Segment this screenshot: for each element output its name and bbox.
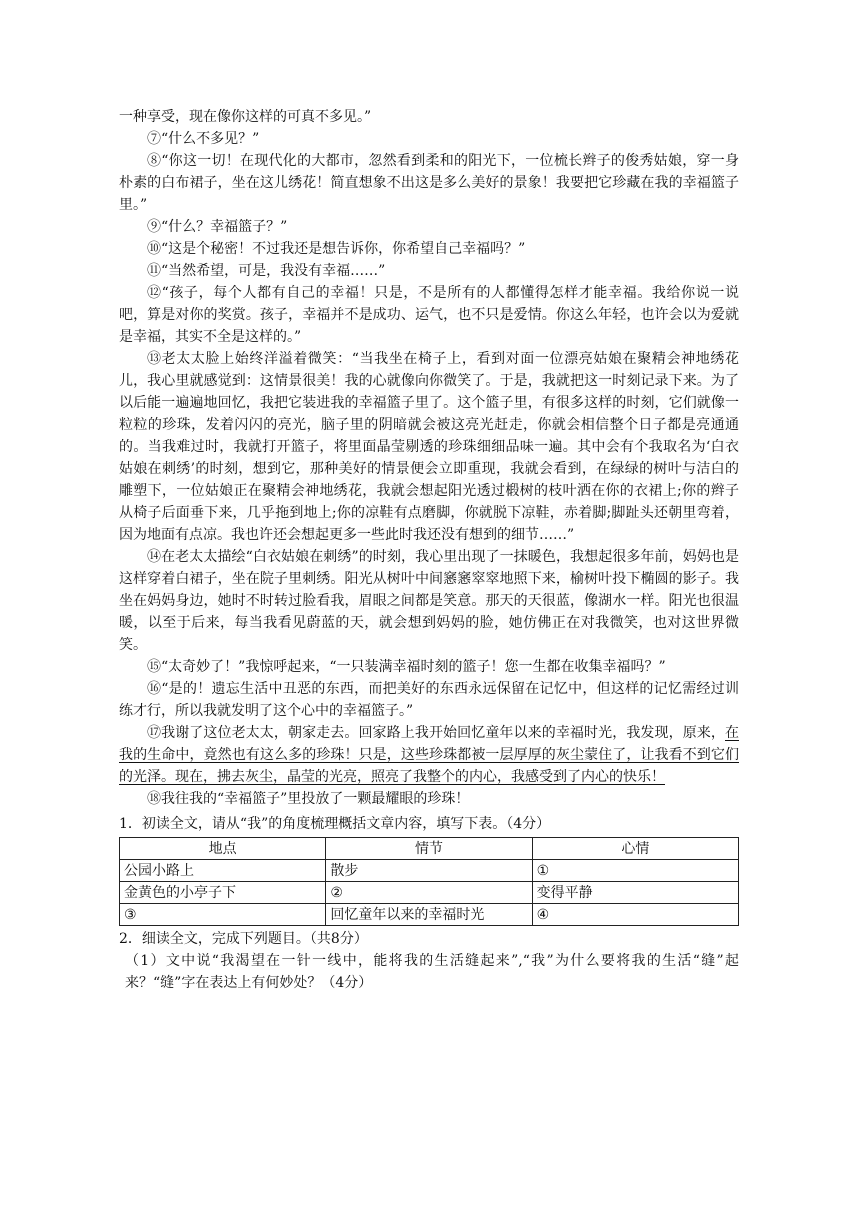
table-cell: ②	[326, 882, 532, 904]
paragraph-17-underlined: 在我的生命中，竟然也有这么多的珍珠！只是，这些珍珠都被一层厚厚的灰尘蒙住了，让我看不到它们的光泽。现在，拂去灰尘，晶莹的光亮，照亮了我整个的内心，我感受到了内心的快乐！	[119, 725, 739, 785]
table-cell: 金黄色的小亭子下	[120, 882, 326, 904]
table-header-cell: 地点	[120, 838, 326, 860]
table-header-cell: 情节	[326, 838, 532, 860]
table-cell: 公园小路上	[120, 860, 326, 882]
paragraph-17-plain: ⑰我谢了这位老太太，朝家走去。回家路上我开始回忆童年以来的幸福时光，我发现，原来，	[147, 725, 725, 741]
paragraph-12: ⑫“孩子，每个人都有自己的幸福！只是，不是所有的人都懂得怎样才能幸福。我给你说一说吧，算是对你的奖赏。孩子，幸福并不是成功、运气，也不只是爱情。你这么年轻，也许会以为爱就是幸福，其实不全是这样的。”	[119, 285, 739, 345]
table-row	[120, 882, 739, 904]
paragraph-11: ⑪“当然希望，可是，我没有幸福……”	[147, 263, 386, 279]
paragraph-14: ⑭在老太太描绘“白衣姑娘在刺绣”的时刻，我心里出现了一抹暖色，我想起很多年前，妈妈也是这样穿着白裙子，坐在院子里刺绣。阳光从树叶中间窸窸窣窣地照下来，榆树叶投下椭圆的影子。我坐在妈妈身边，她时不时转过脸看我，眉眼之间都是笑意。那天的天很蓝，像湖水一样。阳光也很温暖，以至于后来，每当我看见蔚蓝的天，就会想到妈妈的脸，她仿佛正在对我微笑，也对这世界微笑。	[119, 549, 739, 653]
table-header-cell: 心情	[532, 838, 738, 860]
paragraph-10: ⑩“这是个秘密！不过我还是想告诉你，你希望自己幸福吗？”	[147, 241, 526, 257]
question-1-prompt: 1．初读全文，请从“我”的角度梳理概括文章内容，填写下表。（4分）	[119, 816, 551, 832]
paragraph-15: ⑮“太奇妙了！”我惊呼起来，“一只装满幸福时刻的篮子！您一生都在收集幸福吗？”	[147, 659, 666, 675]
article-body	[119, 106, 739, 994]
question-2-prompt: 2．细读全文，完成下列题目。（共8分）	[119, 931, 368, 947]
table-cell: ④	[532, 904, 738, 926]
paragraph-7: ⑦“什么不多见？”	[147, 131, 260, 147]
paragraph-6-continued: 一种享受，现在像你这样的可真不多见。”	[119, 109, 372, 125]
table-row	[120, 904, 739, 926]
paragraph-18: ⑱我往我的“幸福篮子”里投放了一颗最耀眼的珍珠！	[147, 791, 470, 807]
paragraph-13: ⑬老太太脸上始终洋溢着微笑：“当我坐在椅子上，看到对面一位漂亮姑娘在聚精会神地绣花儿，我心里就感觉到：这情景很美！我的心就像向你微笑了。于是，我就把这一时刻记录下来。为了以后能一遍遍地回忆，我把它装进我的幸福篮子里了。这个篮子里，有很多这样的时刻，它们就像一粒粒的珍珠，发着闪闪的亮光，脑子里的阴暗就会被这亮光赶走，你就会相信整个日子都是亮通通的。当我难过时，我就打开篮子，将里面晶莹剔透的珍珠细细品味一遍。其中会有个我取名为‘白衣姑娘在刺绣’的时刻，想到它，那种美好的情景便会立即重现，我就会看到，在绿绿的树叶与洁白的雕塑下，一位姑娘正在聚精会神地绣花，我就会想起阳光透过椴树的枝叶洒在你的衣裙上;你的辫子从椅子后面垂下来，几乎拖到地上;你的凉鞋有点磨脚，你就脱下凉鞋，赤着脚;脚趾头还朝里弯着，因为地面有点凉。我也许还会想起更多一些此时我还没有想到的细节……”	[119, 351, 739, 543]
question-2-part-1: （1）文中说“我渴望在一针一线中，能将我的生活缝起来”,“我”为什么要将我的生活“缝”起来？“缝”字在表达上有何妙处？（4分）	[125, 953, 739, 991]
table-header-row	[120, 838, 739, 860]
paragraph-9: ⑨“什么？幸福篮子？”	[147, 219, 288, 235]
table-cell: 回忆童年以来的幸福时光	[326, 904, 532, 926]
question-1-table	[119, 837, 739, 926]
table-cell: 散步	[326, 860, 532, 882]
paragraph-17	[119, 722, 739, 788]
table-cell: ①	[532, 860, 738, 882]
table-cell: 变得平静	[532, 882, 738, 904]
table-cell: ③	[120, 904, 326, 926]
table-row	[120, 860, 739, 882]
paragraph-8: ⑧“你这一切！在现代化的大都市，忽然看到柔和的阳光下，一位梳长辫子的俊秀姑娘，穿一身朴素的白布裙子，坐在这儿绣花！简直想象不出这是多么美好的景象！我要把它珍藏在我的幸福篮子里。”	[119, 153, 739, 213]
paragraph-16: ⑯“是的！遗忘生活中丑恶的东西，而把美好的东西永远保留在记忆中，但这样的记忆需经过训练才行，所以我就发明了这个心中的幸福篮子。”	[119, 681, 739, 719]
